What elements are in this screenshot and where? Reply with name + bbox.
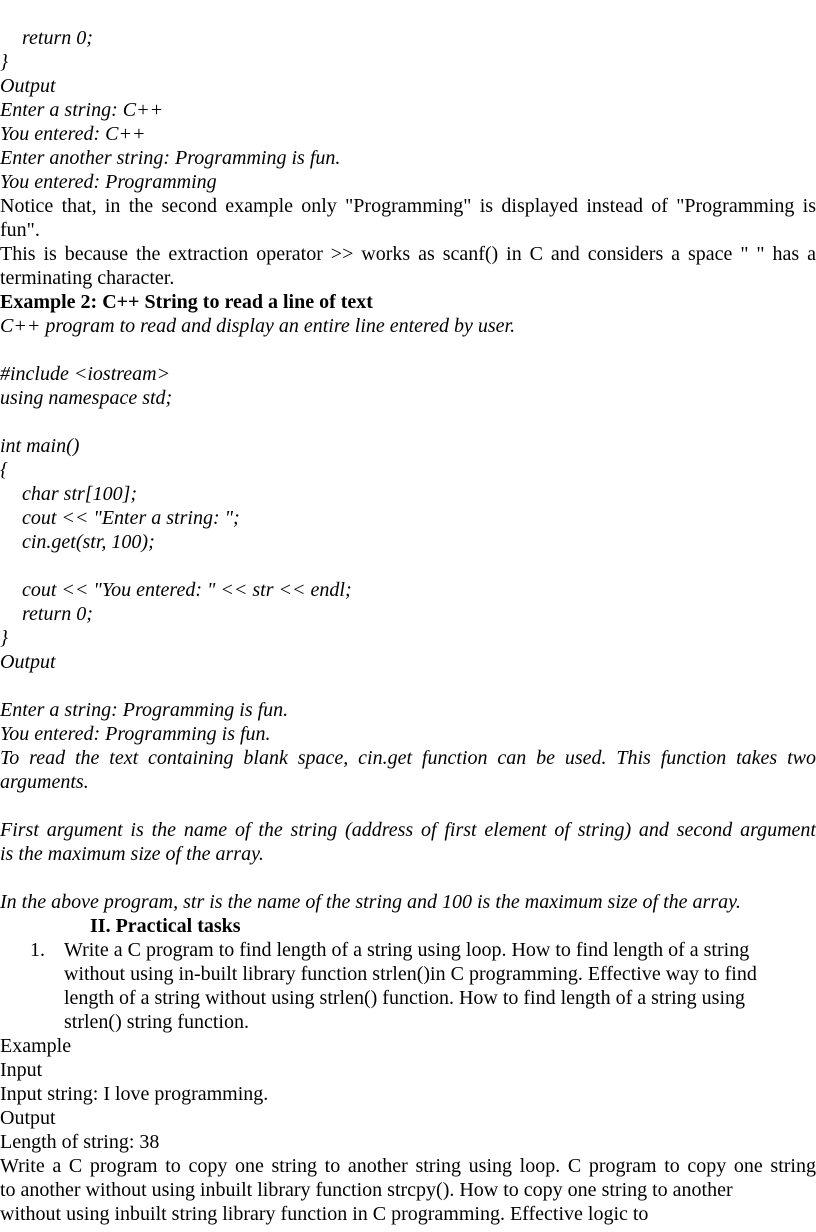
output-line: You entered: C++ [0, 123, 146, 145]
output-label: Output [0, 75, 56, 97]
example-line: Input [0, 1059, 43, 1081]
code-line: using namespace std; [0, 387, 173, 409]
output-line: You entered: Programming [0, 171, 217, 193]
output-line: Enter another string: Programming is fun. [0, 147, 341, 169]
example-line: Input string: I love programming. [0, 1083, 269, 1105]
example-line: Output [0, 1107, 56, 1129]
output-line: Enter a string: C++ [0, 99, 164, 121]
list-number: 1. [30, 939, 45, 961]
code-line: return 0; [22, 603, 93, 625]
paragraph-line: to another without using inbuilt library function strcpy(). How to copy one string to another [0, 1179, 733, 1201]
list-item-line: Write a C program to find length of a string using loop. How to find length of a string [64, 939, 750, 961]
list-item-line: strlen() string function. [64, 1011, 249, 1033]
code-line: cin.get(str, 100); [22, 531, 155, 553]
section-heading: Example 2: C++ String to read a line of text [0, 291, 373, 313]
explanation-line: is the maximum size of the array. [0, 843, 264, 865]
explanation-line: arguments. [0, 771, 89, 793]
example-description: C++ program to read and display an entire line entered by user. [0, 315, 516, 337]
output-label: Output [0, 651, 56, 673]
section-heading: II. Practical tasks [90, 915, 241, 937]
paragraph-line: terminating character. [0, 267, 175, 289]
code-line: cout << "Enter a string: "; [22, 507, 240, 529]
code-line: char str[100]; [22, 483, 138, 505]
example-line: Length of string: 38 [0, 1131, 160, 1153]
paragraph-line: Notice that, in the second example only "Programming" is displayed instead of "Programming is [0, 195, 816, 217]
code-line: return 0; [22, 27, 93, 49]
paragraph-line: This is because the extraction operator >> works as scanf() in C and considers a space " " has a [0, 243, 816, 265]
output-line: Enter a string: Programming is fun. [0, 699, 289, 721]
list-item-line: length of a string without using strlen() function. How to find length of a string using [64, 987, 746, 1009]
example-line: Example [0, 1035, 72, 1057]
output-line: You entered: Programming is fun. [0, 723, 271, 745]
code-line: int main() [0, 435, 80, 457]
list-item-line: without using in-built library function strlen()in C programming. Effective way to find [64, 963, 757, 985]
explanation-line: In the above program, str is the name of the string and 100 is the maximum size of the array. [0, 891, 741, 913]
paragraph-line: fun". [0, 219, 40, 241]
paragraph-line: Write a C program to copy one string to another string using loop. C program to copy one string [0, 1155, 816, 1177]
code-line: #include <iostream> [0, 363, 171, 385]
code-line: } [0, 51, 8, 73]
explanation-line: To read the text containing blank space, cin.get function can be used. This function takes two [0, 747, 816, 769]
explanation-line: First argument is the name of the string (address of first element of string) and second argument [0, 819, 816, 841]
code-line: cout << "You entered: " << str << endl; [22, 579, 352, 601]
code-line: } [0, 627, 8, 649]
paragraph-line: without using inbuilt string library function in C programming. Effective logic to [0, 1203, 649, 1225]
code-line: { [0, 459, 8, 481]
